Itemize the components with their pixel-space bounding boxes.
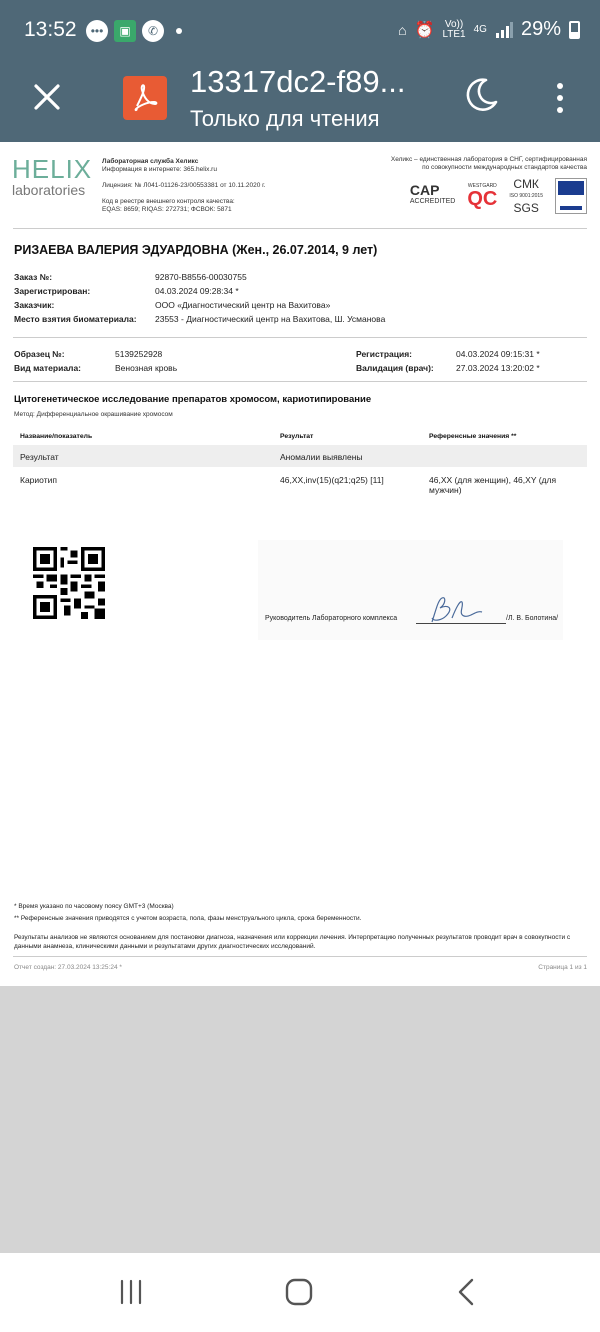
validation-label: Валидация (врач): <box>356 363 434 373</box>
smk-sgs-logo: СМК ISO 9001:2015 SGS <box>509 177 543 215</box>
signal-icon <box>495 22 513 38</box>
signature-image <box>424 592 484 626</box>
place-value: 23553 - Диагностический центр на Вахитова, Ш. Усманова <box>155 314 386 324</box>
signature-name: /Л. В. Болотина/ <box>506 615 559 622</box>
file-title: 13317dc2-f89... <box>190 64 406 99</box>
registration-value: 04.03.2024 09:15:31 * <box>456 349 540 359</box>
certification-logos <box>410 178 587 214</box>
table-cell-reference: 46,XX (для женщин), 46,XY (для мужчин) <box>429 475 557 495</box>
order-label: Заказ №: <box>14 272 53 282</box>
table-cell-name: Результат <box>20 452 59 462</box>
app-bar <box>0 52 600 142</box>
cap-accredited-logo: CAP ACCREDITED <box>409 182 456 205</box>
network-type: 4G <box>473 23 487 35</box>
registered-value: 04.03.2024 09:28:34 * <box>155 286 239 296</box>
battery-icon <box>569 21 580 39</box>
customer-value: ООО «Диагностический центр на Вахитова» <box>155 300 331 310</box>
signature-area <box>258 540 563 640</box>
whatsapp-icon: ✆ <box>142 20 164 42</box>
footnote-reference: ** Референсные значения приводятся с учетом возраста, пола, фазы менструального цикла, срока беременности. <box>14 915 362 922</box>
divider <box>13 337 587 338</box>
navigation-bar <box>0 1253 600 1332</box>
close-icon[interactable] <box>30 80 64 114</box>
battery-percent: 29% <box>520 18 561 40</box>
divider <box>13 228 587 229</box>
pdf-file-icon <box>123 76 167 120</box>
night-mode-icon[interactable] <box>462 76 500 114</box>
global-group-logo <box>555 178 587 214</box>
sample-label: Образец №: <box>14 349 65 359</box>
certification-text: Хеликс – единственная лаборатория в СНГ, сертифицированная по совокупности международных стандартов качества <box>390 156 587 171</box>
qr-code <box>33 547 105 619</box>
method-text: Метод: Дифференциальное окрашивание хромосом <box>14 411 173 418</box>
notification-icons <box>86 20 182 42</box>
pdf-page[interactable] <box>0 142 600 986</box>
material-label: Вид материала: <box>14 363 82 373</box>
disclaimer: Результаты анализов не являются основанием для постановки диагноза, назначения или коррекции лечения. Интерпретацию полученных результатов проводит врач в совокупности с данными анамнеза, клиническими данными и результатами других диагностических исследований. <box>14 934 571 950</box>
sample-value: 5139252928 <box>115 349 163 359</box>
material-value: Венозная кровь <box>115 363 178 373</box>
more-options-icon[interactable] <box>548 78 572 118</box>
customer-label: Заказчик: <box>14 300 55 310</box>
status-time: 13:52 <box>24 18 77 41</box>
back-icon[interactable] <box>456 1277 476 1307</box>
table-cell-result: 46,XX,inv(15)(q21;q25) [11] <box>280 475 384 485</box>
license-text: Лицензия: № Л041-01126-23/00553381 от 10.11.2020 г. <box>102 182 266 189</box>
validation-value: 27.03.2024 13:20:02 * <box>456 363 540 373</box>
westgard-qc-logo: WESTGARD QC <box>467 183 498 210</box>
report-created: Отчет создан: 27.03.2024 13:25:24 * <box>14 964 122 971</box>
status-bar <box>0 0 600 52</box>
home-icon[interactable] <box>284 1277 314 1307</box>
page-number: Страница 1 из 1 <box>538 964 587 971</box>
signature-line <box>416 623 506 624</box>
screen-share-icon: ▣ <box>114 20 136 42</box>
volte-indicator: Vo)) LTE1 <box>442 18 466 40</box>
chat-icon: ••• <box>86 20 108 42</box>
divider <box>13 381 587 382</box>
helix-logo: HELIX laboratories <box>12 154 93 198</box>
status-right <box>398 18 580 41</box>
lock-icon: ⌂ <box>398 21 407 38</box>
alarm-icon: ⏰ <box>414 21 435 39</box>
column-header-result: Результат <box>280 433 314 440</box>
table-cell-name: Кариотип <box>20 475 57 485</box>
patient-name: РИЗАЕВА ВАЛЕРИЯ ЭДУАРДОВНА (Жен., 26.07.2014, 9 лет) <box>14 243 378 257</box>
registration-label: Регистрация: <box>356 349 413 359</box>
column-header-reference: Референсные значения ** <box>429 433 517 440</box>
place-label: Место взятия биоматериала: <box>14 314 137 324</box>
column-header-name: Название/показатель <box>20 433 93 440</box>
footnote-time: * Время указано по часовому поясу GMT+3 (Москва) <box>14 903 174 910</box>
registered-label: Зарегистрирован: <box>14 286 91 296</box>
order-value: 92870-B8556-00030755 <box>155 272 247 282</box>
more-notifications-icon <box>176 28 182 34</box>
signature-label: Руководитель Лабораторного комплекса <box>265 615 398 622</box>
eqas-text: Код в реестре внешнего контроля качества: EQAS: 8659; RIQAS: 272731; ФСВОК: 5871 <box>102 198 235 213</box>
divider <box>13 956 587 957</box>
read-only-label: Только для чтения <box>190 106 380 131</box>
lab-info: Лабораторная служба Хеликс Информация в интернете: 365.helix.ru <box>102 158 217 173</box>
section-title: Цитогенетическое исследование препаратов хромосом, кариотипирование <box>14 394 372 405</box>
table-cell-result: Аномалии выявлены <box>280 452 363 462</box>
recent-apps-icon[interactable] <box>118 1279 144 1305</box>
